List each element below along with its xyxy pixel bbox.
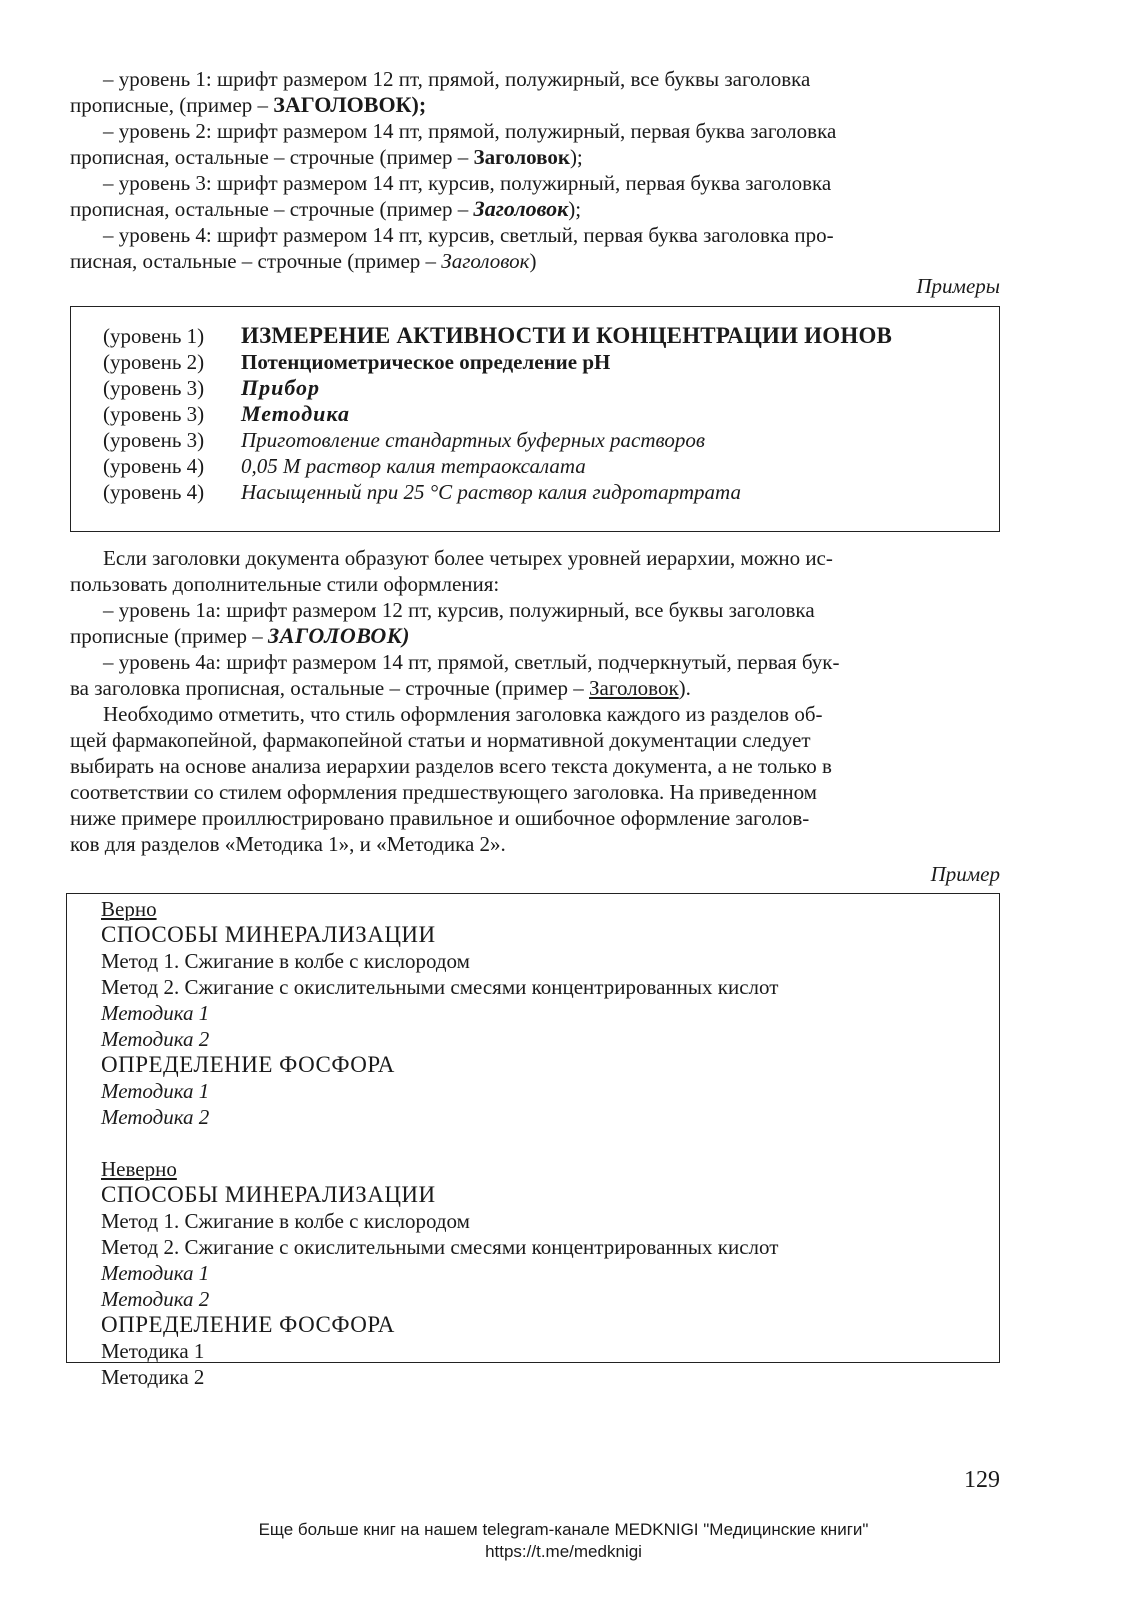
level2-example: Заголовок bbox=[473, 145, 570, 169]
intro-block bbox=[70, 66, 1000, 274]
level-row bbox=[103, 323, 999, 349]
example-procedure: Методика 2 bbox=[101, 1287, 210, 1311]
level4a-close: ). bbox=[678, 676, 691, 700]
level1-example: ЗАГОЛОВОК); bbox=[273, 92, 427, 117]
correct-label: Верно bbox=[101, 897, 157, 921]
level-tag: (уровень 1) bbox=[103, 324, 205, 348]
example-heading: СПОСОБЫ МИНЕРАЛИЗАЦИИ bbox=[101, 1182, 436, 1207]
paragraph-line: выбирать на основе анализа иерархии разделов всего текста документа, а не только в bbox=[70, 754, 832, 778]
level4-close: ) bbox=[529, 249, 537, 273]
level-tag: (уровень 4) bbox=[103, 480, 205, 504]
spacer bbox=[101, 1130, 999, 1156]
level-heading: ИЗМЕРЕНИЕ АКТИВНОСТИ И КОНЦЕНТРАЦИИ ИОНОВ bbox=[241, 323, 893, 348]
level1-line-b bbox=[70, 92, 1000, 118]
level-row bbox=[103, 453, 999, 479]
levels-example-box bbox=[70, 306, 1000, 532]
example-heading: СПОСОБЫ МИНЕРАЛИЗАЦИИ bbox=[101, 922, 436, 947]
level1a-example: ЗАГОЛОВОК) bbox=[268, 623, 411, 648]
level-row bbox=[103, 349, 999, 375]
example-procedure: Методика 1 bbox=[101, 1079, 210, 1103]
level-row bbox=[103, 401, 999, 427]
page-number: 129 bbox=[964, 1467, 1000, 1493]
example-procedure: Методика 2 bbox=[101, 1105, 210, 1129]
paragraph-line bbox=[70, 623, 1000, 649]
level1-text: прописные, (пример – bbox=[70, 93, 274, 117]
example-method: Метод 1. Сжигание в колбе с кислородом bbox=[101, 949, 470, 973]
paragraph-line: – уровень 1а: шрифт размером 12 пт, курсив, полужирный, все буквы заголовка bbox=[103, 598, 815, 622]
level1a-text: прописные (пример – bbox=[70, 624, 269, 648]
level-heading: Приготовление стандартных буферных растворов bbox=[241, 428, 705, 452]
paragraph-line: ниже примере проиллюстрировано правильное и ошибочное оформление заголов- bbox=[70, 806, 810, 830]
level-heading: Методика bbox=[241, 401, 351, 426]
level3-example: Заголовок bbox=[473, 196, 569, 221]
example-procedure: Методика 2 bbox=[101, 1365, 205, 1389]
paragraph-line: Если заголовки документа образуют более четырех уровней иерархии, можно ис- bbox=[103, 546, 833, 570]
footer-line: Еще больше книг на нашем telegram-канале MEDKNIGI "Медицинские книги" bbox=[258, 1520, 869, 1539]
level4a-example: Заголовок bbox=[589, 676, 679, 700]
paragraph-line: Необходимо отметить, что стиль оформления заголовка каждого из разделов об- bbox=[103, 702, 823, 726]
level2-text: прописная, остальные – строчные (пример – bbox=[70, 145, 474, 169]
level4-text: писная, остальные – строчные (пример – bbox=[70, 249, 442, 273]
paragraph-line: – уровень 4а: шрифт размером 14 пт, прямой, светлый, подчеркнутый, первая бук- bbox=[103, 650, 840, 674]
level2-close: ); bbox=[569, 145, 583, 169]
example-heading: ОПРЕДЕЛЕНИЕ ФОСФОРА bbox=[101, 1052, 395, 1077]
level-row bbox=[103, 479, 999, 505]
paragraph-line bbox=[70, 675, 1000, 701]
level2-line-a: – уровень 2: шрифт размером 14 пт, прямой, полужирный, первая буква заголовка bbox=[103, 119, 837, 143]
level-row bbox=[103, 375, 999, 401]
level3-line-a: – уровень 3: шрифт размером 14 пт, курсив, полужирный, первая буква заголовка bbox=[103, 171, 832, 195]
paragraph-line: пользовать дополнительные стили оформления: bbox=[70, 572, 500, 596]
body-block bbox=[70, 545, 1000, 857]
headings-example-box bbox=[66, 893, 1000, 1389]
level4-line-b bbox=[70, 248, 1000, 274]
example-method: Метод 2. Сжигание с окислительными смесями концентрированных кислот bbox=[101, 975, 779, 999]
example-procedure: Методика 2 bbox=[101, 1027, 210, 1051]
paragraph-line: ков для разделов «Методика 1», и «Методика 2». bbox=[70, 832, 506, 856]
level-tag: (уровень 4) bbox=[103, 454, 205, 478]
level2-line-b bbox=[70, 144, 1000, 170]
level-heading: Насыщенный при 25 °С раствор калия гидротартрата bbox=[241, 480, 741, 504]
level-tag: (уровень 2) bbox=[103, 350, 205, 374]
example-caption: Пример bbox=[930, 862, 1000, 886]
example-method: Метод 1. Сжигание в колбе с кислородом bbox=[101, 1209, 470, 1233]
example-procedure: Методика 1 bbox=[101, 1001, 210, 1025]
level-row bbox=[103, 427, 999, 453]
level-heading: Потенциометрическое определение pH bbox=[241, 350, 611, 374]
example-procedure: Методика 1 bbox=[101, 1339, 205, 1363]
level-tag: (уровень 3) bbox=[103, 428, 205, 452]
level3-line-b bbox=[70, 196, 1000, 222]
example-method: Метод 2. Сжигание с окислительными смесями концентрированных кислот bbox=[101, 1235, 779, 1259]
level4a-text: ва заголовка прописная, остальные – строчные (пример – bbox=[70, 676, 590, 700]
level-tag: (уровень 3) bbox=[103, 402, 205, 426]
paragraph-line: соответствии со стилем оформления предшествующего заголовка. На приведенном bbox=[70, 780, 817, 804]
example-procedure: Методика 1 bbox=[101, 1261, 210, 1285]
level-tag: (уровень 3) bbox=[103, 376, 205, 400]
footer-link[interactable]: https://t.me/medknigi bbox=[485, 1542, 642, 1561]
level4-example: Заголовок bbox=[441, 249, 530, 273]
level-heading: Прибор bbox=[241, 375, 321, 400]
level1-line-a: – уровень 1: шрифт размером 12 пт, прямой, полужирный, все буквы заголовка bbox=[103, 67, 811, 91]
level-heading: 0,05 М раствор калия тетраоксалата bbox=[241, 454, 586, 478]
wrong-label: Неверно bbox=[101, 1157, 177, 1181]
level4-line-a: – уровень 4: шрифт размером 14 пт, курсив, светлый, первая буква заголовка про- bbox=[103, 223, 834, 247]
paragraph-line: щей фармакопейной, фармакопейной статьи и нормативной документации следует bbox=[70, 728, 811, 752]
examples-caption: Примеры bbox=[916, 274, 1000, 298]
level3-close: ); bbox=[568, 197, 582, 221]
level3-text: прописная, остальные – строчные (пример – bbox=[70, 197, 474, 221]
example-heading: ОПРЕДЕЛЕНИЕ ФОСФОРА bbox=[101, 1312, 395, 1337]
